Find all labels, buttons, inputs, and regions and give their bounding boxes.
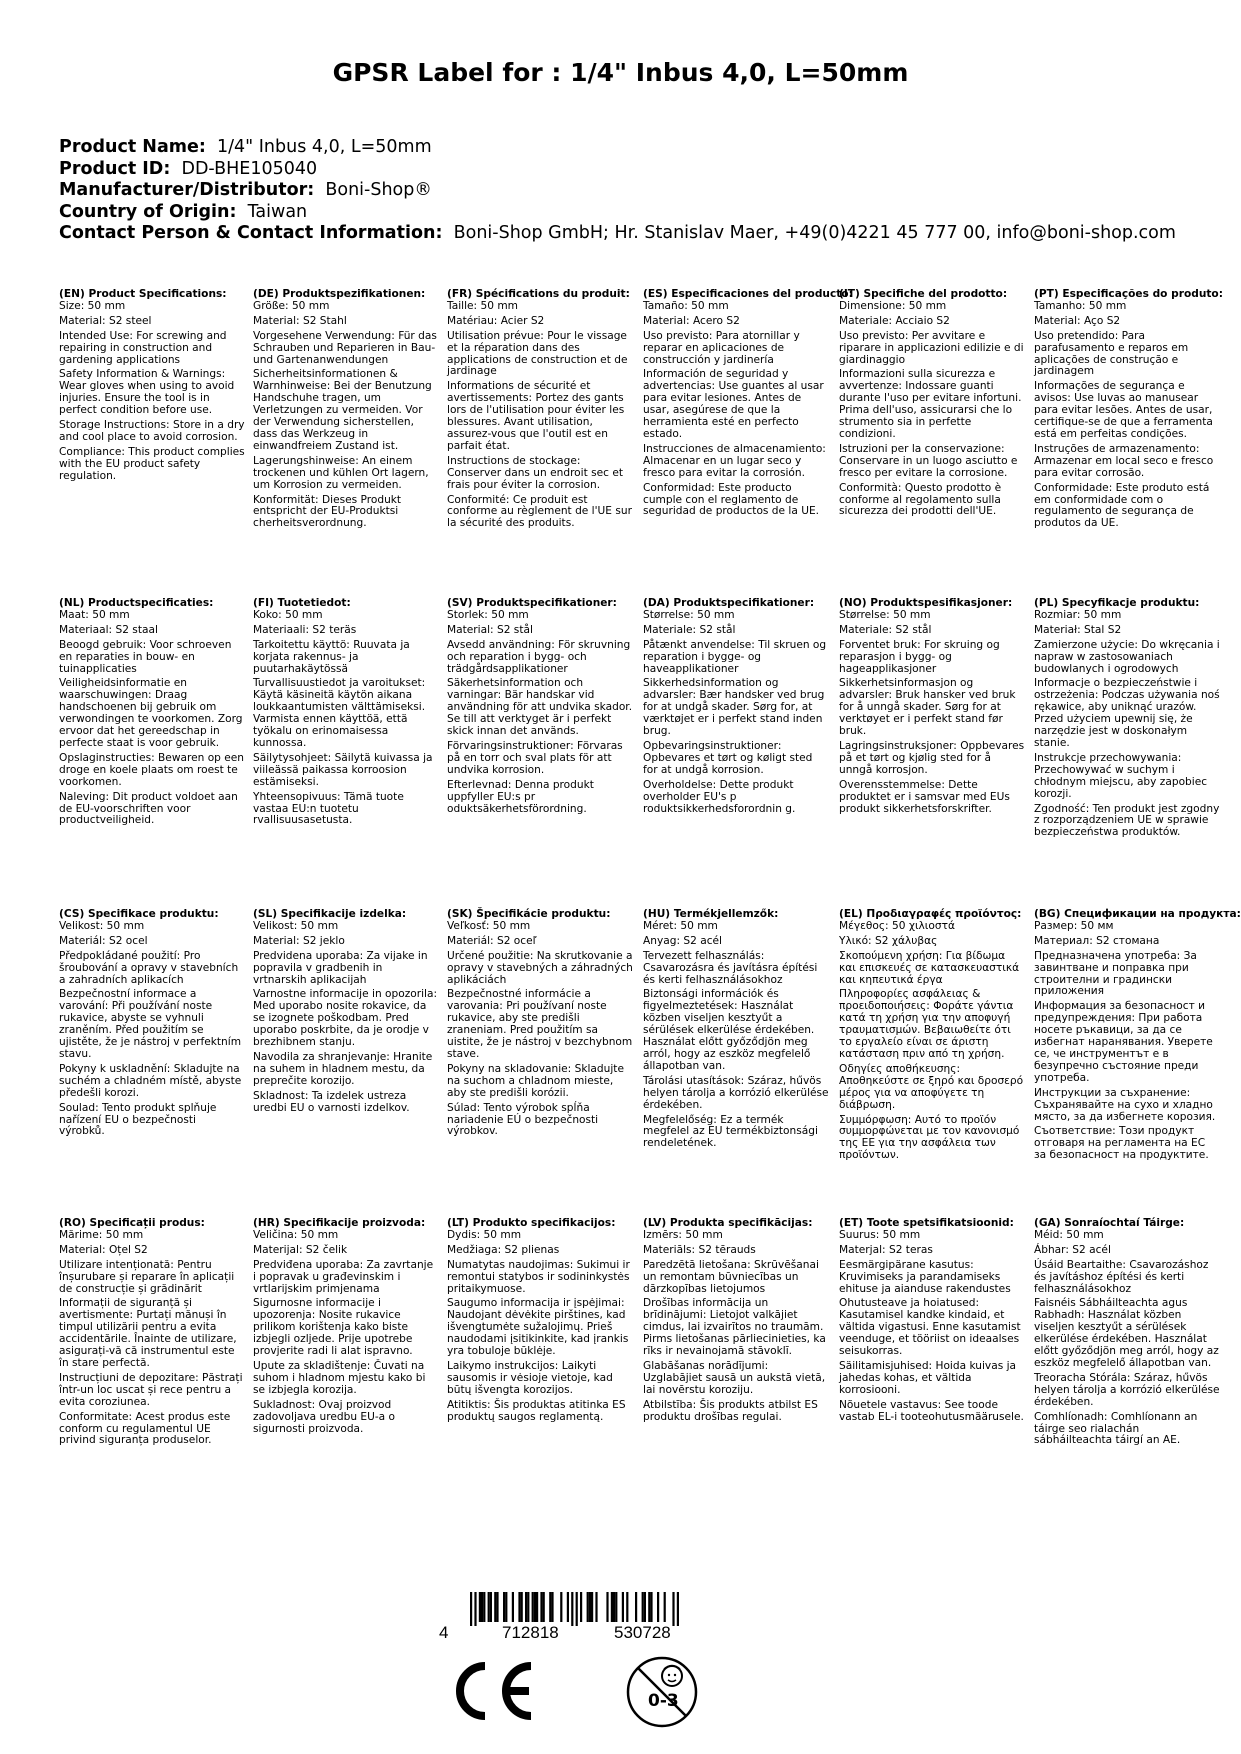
- spec-line: Veiligheidsinformatie en waarschuwingen: Draag handschoenen bij gebruik om verwondingen te voorkomen. Zorg ervoor dat het gereedschap in perfecte staat is voor gebruik.: [59, 677, 243, 749]
- barcode-digit-first: 4: [439, 1623, 449, 1642]
- info-label: Product Name:: [59, 137, 206, 157]
- spec-section: [1034, 288, 1223, 533]
- barcode-bar: [532, 1592, 534, 1622]
- barcode-bar: [606, 1592, 608, 1622]
- spec-line: Veličina: 50 mm: [253, 1228, 339, 1241]
- barcode-bar: [470, 1592, 472, 1626]
- spec-line: Konformität: Dieses Produkt entspricht der EU-Produktsi cherheitsverordnung.: [253, 493, 402, 530]
- spec-line: Instrukcje przechowywania: Przechowywać w suchym i chłodnym miejscu, aby zapobiec korozji.: [1034, 751, 1208, 800]
- spec-line: Velikost: 50 mm: [253, 919, 339, 932]
- spec-line: Инструкции за съхранение: Съхранявайте на сухо и хладно място, за да избегнете корозия.: [1034, 1086, 1216, 1123]
- spec-heading: (HR) Specifikacije proizvoda:: [253, 1217, 426, 1229]
- spec-line: Säkerhetsinformation och varningar: Bär handskar vid användning för att undvika skador. Se till att verktyget är i perfekt skick innan det används.: [447, 677, 633, 738]
- spec-line: Съответствие: Този продукт отговаря на регламента на ЕС за безопасност на продуктите.: [1034, 1125, 1209, 1162]
- spec-line: Utilizare intenționată: Pentru înșurubare și reparare în aplicații de construcție și grădinărit: [59, 1258, 235, 1295]
- spec-line: Material: S2 steel: [59, 314, 152, 327]
- barcode-bar: [560, 1592, 562, 1622]
- spec-line: Suurus: 50 mm: [839, 1228, 921, 1241]
- info-value: Taiwan: [247, 201, 308, 222]
- barcode-bar: [648, 1592, 650, 1622]
- ce-mark-icon: [451, 1662, 535, 1720]
- barcode-bar: [481, 1592, 483, 1622]
- spec-line: Dimensione: 50 mm: [839, 299, 947, 312]
- spec-line: Comhlíonadh: Comhlíonann an táirge seo rialachán sábháilteachta táirgí an AE.: [1034, 1410, 1198, 1447]
- spec-line: Bezpečnostné informácie a varovania: Pri používaní noste rukavice, aby ste predišli zraneniam. Pred použitím sa uistite, že je nástroj v bezchybnom stave.: [447, 988, 633, 1060]
- spec-heading: (CS) Specifikace produktu:: [59, 908, 219, 920]
- spec-line: Maat: 50 mm: [59, 608, 130, 621]
- spec-heading: (NO) Produktspesifikasjoner:: [839, 597, 1013, 609]
- spec-line: Instrucciones de almacenamiento: Almacenar en un lugar seco y fresco para evitar la corrosión.: [643, 442, 826, 479]
- spec-line: Ohutusteave ja hoiatused: Kasutamisel kandke kindaid, et vältida vigastusi. Enne kasutamist veenduge, et tööriist on ideaalses seisukorras.: [839, 1297, 1021, 1358]
- spec-heading: (ET) Toote spetsifikatsioonid:: [839, 1217, 1014, 1229]
- spec-line: Οδηγίες αποθήκευσης: Αποθηκεύστε σε ξηρό και δροσερό μέρος για να αποφύγετε τη διάβρωση.: [839, 1062, 1024, 1111]
- spec-heading: (ES) Especificaciones del producto:: [643, 288, 853, 300]
- spec-line: Instruções de armazenamento: Armazenar em local seco e fresco para evitar corrosão.: [1034, 442, 1214, 479]
- product-info: [59, 137, 1189, 245]
- spec-line: Naleving: Dit product voldoet aan de EU-voorschriften voor productveiligheid.: [59, 790, 238, 827]
- barcode-bar: [626, 1592, 628, 1622]
- spec-section: [59, 289, 245, 486]
- spec-line: Istruzioni per la conservazione: Conservare in un luogo asciutto e fresco per evitare la corrosione.: [839, 442, 1018, 479]
- spec-heading: (GA) Sonraíochtaí Táirge:: [1034, 1217, 1185, 1229]
- info-label: Product ID:: [59, 158, 171, 179]
- barcode-bar: [613, 1592, 615, 1622]
- barcode-bar: [571, 1592, 573, 1626]
- spec-line: Atitiktis: Šis produktas atitinka ES produktų saugos reglamentą.: [447, 1398, 626, 1423]
- spec-line: Súlad: Tento výrobok spĺňa nariadenie EÚ o bezpečnosti výrobkov.: [447, 1101, 599, 1138]
- spec-line: Zgodność: Ten produkt jest zgodny z rozporządzeniem UE w sprawie bezpieczeństwa produktów.: [1034, 802, 1220, 839]
- info-country: [59, 202, 1189, 224]
- spec-line: Πληροφορίες ασφάλειας & προειδοποιήσεις: Φοράτε γάντια κατά τη χρήση για την αποφυγή τραυματισμών. Βεβαιωθείτε ότι το εργαλείο είναι σε άριστη κατάσταση πριν από τη χρήση.: [839, 988, 1014, 1060]
- spec-heading: (SV) Produktspecifikationer:: [447, 597, 617, 609]
- info-product-name: [59, 137, 1189, 159]
- spec-line: Avsedd användning: För skruvning och reparation i bygg- och trädgårdsapplikationer: [447, 638, 631, 675]
- spec-section: [839, 1218, 1025, 1427]
- spec-line: Materiał: Stal S2: [1034, 623, 1122, 636]
- barcode-bar: [496, 1592, 498, 1622]
- spec-heading: (RO) Specificații produs:: [59, 1217, 205, 1229]
- spec-line: Instrucțiuni de depozitare: Păstrați într-un loc uscat și rece pentru a evita coroziunea.: [59, 1371, 243, 1408]
- spec-line: Размер: 50 мм: [1034, 919, 1114, 932]
- spec-line: Matériau: Acier S2: [447, 314, 545, 327]
- barcode-bar: [488, 1592, 490, 1622]
- barcode-bar: [525, 1592, 527, 1622]
- spec-line: Materiāls: S2 tērauds: [643, 1243, 756, 1256]
- spec-section: [1034, 1218, 1220, 1450]
- spec-line: Biztonsági információk és figyelmeztetések: Használat közben viseljen kesztyűt a sérülések elkerülése érdekében. Használat előtt győződjön meg arról, hogy az eszköz megfelelő állapotban van.: [643, 988, 815, 1072]
- info-value: DD-BHE105040: [181, 158, 318, 179]
- spec-line: Συμμόρφωση: Αυτό το προϊόν συμμορφώνεται με τον κανονισμό της ΕΕ για την ασφάλεια των προϊόντων.: [839, 1113, 1020, 1162]
- spec-line: Instructions de stockage: Conserver dans un endroit sec et frais pour éviter la corrosion.: [447, 454, 624, 491]
- spec-line: Materijal: S2 čelik: [253, 1243, 348, 1256]
- spec-line: Atbilstība: Šis produkts atbilst ES produktu drošības regulai.: [643, 1398, 818, 1423]
- spec-line: Material: Oțel S2: [59, 1243, 148, 1256]
- spec-line: Predviđena uporaba: Za zavrtanje i popravak u građevinskim i vrtlarijskim primjenama: [253, 1258, 434, 1295]
- spec-line: Størrelse: 50 mm: [839, 608, 931, 621]
- spec-line: Uso pretendido: Para parafusamento e reparos em aplicações de construção e jardinagem: [1034, 329, 1189, 378]
- spec-line: Sigurnosne informacije i upozorenja: Nosite rukavice prilikom korištenja kako biste izbjegli ozljede. Prije upotrebe provjerite radi li alat ispravno.: [253, 1297, 413, 1358]
- info-label: Country of Origin:: [59, 201, 237, 222]
- spec-line: Méret: 50 mm: [643, 919, 718, 932]
- spec-heading: (LT) Produkto specifikacijos:: [447, 1217, 616, 1229]
- spec-line: Ábhar: S2 acél: [1034, 1243, 1111, 1256]
- barcode-bar: [521, 1592, 523, 1622]
- barcode-bar: [576, 1592, 578, 1626]
- spec-line: Forventet bruk: For skruing og reparasjon i bygg- og hageapplikasjoner: [839, 638, 1000, 675]
- spec-line: Sukladnost: Ovaj proizvod zadovoljava uredbu EU-a o sigurnosti proizvoda.: [253, 1398, 396, 1435]
- spec-line: Navodila za shranjevanje: Hranite na suhem in hladnem mestu, da preprečite korozijo.: [253, 1050, 433, 1087]
- spec-line: Safety Information & Warnings: Wear gloves when using to avoid injuries. Ensure the tool is in perfect condition before use.: [59, 368, 235, 417]
- spec-line: Materiale: Acciaio S2: [839, 314, 950, 327]
- info-product-id: [59, 159, 1189, 181]
- barcode-bar: [479, 1592, 481, 1622]
- spec-line: Dydis: 50 mm: [447, 1228, 522, 1241]
- spec-heading: (BG) Спецификации на продукта:: [1034, 908, 1241, 920]
- spec-line: Velikost: 50 mm: [59, 919, 145, 932]
- spec-line: Nõuetele vastavus: See toode vastab EL-i tooteohutusmäärusele.: [839, 1398, 1024, 1423]
- spec-line: Σκοπούμενη χρήση: Για βίδωμα και επισκευές σε κατασκευαστικά και κηπευτικά έργα: [839, 949, 1020, 986]
- spec-line: Rozmiar: 50 mm: [1034, 608, 1122, 621]
- spec-line: Størrelse: 50 mm: [643, 608, 735, 621]
- spec-line: Upute za skladištenje: Čuvati na suhom i hladnom mjestu kako bi se izbjegla korozija.: [253, 1359, 426, 1396]
- spec-line: Storlek: 50 mm: [447, 608, 529, 621]
- barcode-bar: [650, 1592, 652, 1622]
- spec-line: Opbevaringsinstruktioner: Opbevares et tørt og køligt sted for at undgå korrosion.: [643, 739, 813, 776]
- spec-line: Informații de siguranță și avertismente: Purtați mănuși în timpul utilizării pentru a evita accidentările. Înainte de utilizare, asigurați-vă că instrumentul este în stare perfectă.: [59, 1297, 237, 1369]
- spec-section: [59, 1218, 245, 1450]
- spec-line: Material: S2 jeklo: [253, 934, 345, 947]
- spec-line: Säilitamisjuhised: Hoida kuivas ja jahedas kohas, et vältida korrosiooni.: [839, 1359, 1017, 1396]
- barcode-bar: [494, 1592, 496, 1622]
- spec-line: Veľkosť: 50 mm: [447, 919, 531, 932]
- spec-line: Compliance: This product complies with the EU product safety regulation.: [59, 445, 245, 482]
- spec-line: Material: S2 Stahl: [253, 314, 347, 327]
- spec-line: Určené použitie: Na skrutkovanie a opravy v stavebných a záhradných aplikáciách: [447, 949, 633, 986]
- spec-line: Información de seguridad y advertencias: Use guantes al usar para evitar lesiones. Antes de usar, asegúrese de que la herramienta esté en perfecto estado.: [643, 368, 824, 440]
- spec-heading: (PT) Especificações do produto:: [1034, 288, 1223, 300]
- spec-line: Uso previsto: Para atornillar y reparar en aplicaciones de construcción y jardinería: [643, 329, 800, 366]
- spec-section: [447, 598, 633, 818]
- spec-section: [253, 598, 439, 830]
- spec-line: Anyag: S2 acél: [643, 934, 722, 947]
- spec-line: Paredzētā lietošana: Skrūvēšanai un remontam būvniecības un dārzkopības lietojumos: [643, 1258, 819, 1295]
- spec-section: [59, 598, 245, 830]
- spec-line: Tervezett felhasználás: Csavarozásra és javításra építési és kerti felhasználásokhoz: [643, 949, 818, 986]
- spec-section: [1034, 598, 1220, 842]
- spec-line: Saugumo informacija ir įspėjimai: Naudojant dėvėkite pirštines, kad išvengtumėte sužalojimų. Prieš naudodami įsitikinkite, kad įrankis yra tobuloje būklėje.: [447, 1297, 629, 1358]
- spec-line: Информация за безопасност и предупреждения: При работа носете ръкавици, за да се избегнат наранявания. Уверете се, че инструментът е в безупречно състояние преди употреба.: [1034, 1000, 1213, 1084]
- spec-line: Material: S2 stål: [447, 623, 533, 636]
- info-value: Boni-Shop®: [325, 180, 432, 200]
- spec-line: Taille: 50 mm: [447, 299, 518, 312]
- barcode: [470, 1592, 770, 1626]
- spec-line: Материал: S2 стомана: [1034, 934, 1160, 947]
- spec-line: Lagerungshinweise: An einem trockenen und kühlen Ort lagern, um Korrosion zu vermeiden.: [253, 454, 429, 491]
- spec-line: Materiál: S2 oceľ: [447, 934, 537, 947]
- spec-line: Conformidade: Este produto está em conformidade com o regulamento de segurança de produtos da UE.: [1034, 481, 1210, 530]
- spec-line: Predvidena uporaba: Za vijake in popravila v gradbenih in vrtnarskih aplikacijah: [253, 949, 428, 986]
- spec-heading: (LV) Produkta specifikācijas:: [643, 1217, 813, 1229]
- spec-line: Conformité: Ce produit est conforme au règlement de l'UE sur la sécurité des produits.: [447, 493, 632, 530]
- spec-line: Opslaginstructies: Bewaren op een droge en koele plaats om roest te voorkomen.: [59, 751, 245, 788]
- spec-section: [253, 909, 439, 1118]
- spec-line: Informações de segurança e avisos: Use luvas ao manusear para evitar lesões. Antes de usar, certifique-se de que a ferramenta está em perfeitas condições.: [1034, 380, 1213, 440]
- spec-line: Materjal: S2 teras: [839, 1243, 933, 1256]
- barcode-bar: [534, 1592, 536, 1622]
- barcode-bar: [490, 1592, 492, 1622]
- spec-line: Treoracha Stórála: Száraz, hűvös helyen tárolja a korrózió elkerülése érdekében.: [1034, 1371, 1220, 1408]
- spec-line: Μέγεθος: 50 χιλιοστά: [839, 919, 955, 932]
- spec-line: Skladnost: Ta izdelek ustreza uredbi EU o varnosti izdelkov.: [253, 1089, 410, 1114]
- spec-section: [839, 289, 1025, 521]
- info-value: Boni-Shop GmbH; Hr. Stanislav Maer, +49(0)4221 45 777 00, info@boni-shop.com: [453, 223, 1176, 243]
- spec-line: Größe: 50 mm: [253, 299, 330, 312]
- spec-line: Drošības informācija un brīdinājumi: Lietojot valkājiet cimdus, lai izvairītos no traumām. Pirms lietošanas pārliecinieties, ka rīks ir nevainojamā stāvoklī.: [643, 1297, 826, 1358]
- spec-heading: (EL) Προδιαγραφές προϊόντος:: [839, 908, 1022, 920]
- spec-line: Conformità: Questo prodotto è conforme al regolamento sulla sicurezza dei prodotti dell'UE.: [839, 481, 1002, 518]
- spec-section: [447, 289, 633, 533]
- barcode-bar: [549, 1592, 551, 1622]
- info-manufacturer: [59, 180, 1189, 202]
- spec-line: Předpokládané použití: Pro šroubování a opravy v stavebních a zahradních aplikacích: [59, 949, 239, 986]
- spec-line: Turvallisuustiedot ja varoitukset: Käytä käsineitä käytön aikana loukkaantumisten välttämiseksi. Varmista ennen käyttöä, että työkalu on erinomaisessa kunnossa.: [253, 677, 426, 749]
- spec-section: [839, 598, 1025, 818]
- spec-heading: (DA) Produktspecifikationer:: [643, 597, 815, 609]
- spec-line: Sicherheitsinformationen & Warnhinweise: Bei der Benutzung Handschuhe tragen, um Verletzungen zu vermeiden. Vor der Verwendung sicherstellen, dass das Werkzeug in einwandfreiem Zustand ist.: [253, 368, 432, 452]
- spec-section: [643, 1218, 829, 1427]
- barcode-bar: [543, 1592, 545, 1622]
- spec-line: Vorgesehene Verwendung: Für das Schrauben und Reparieren in Bau- und Gartenanwendungen: [253, 329, 437, 366]
- spec-line: Storage Instructions: Store in a dry and cool place to avoid corrosion.: [59, 419, 245, 443]
- barcode-bar: [580, 1592, 582, 1622]
- spec-section: [253, 289, 439, 533]
- spec-line: Soulad: Tento produkt splňuje nařízení EU o bezpečnosti výrobků.: [59, 1101, 217, 1138]
- barcode-bar: [518, 1592, 520, 1622]
- spec-line: Zamierzone użycie: Do wkręcania i napraw w zastosowaniach budowlanych i ogrodowych: [1034, 638, 1220, 675]
- barcode-bar: [591, 1592, 593, 1622]
- spec-line: Glabāšanas norādījumi: Uzglabājiet sausā un aukstā vietā, lai novērstu koroziju.: [643, 1359, 826, 1396]
- spec-heading: (FI) Tuotetiedot:: [253, 597, 351, 609]
- spec-line: Koko: 50 mm: [253, 608, 323, 621]
- page-title: GPSR Label for : 1/4" Inbus 4,0, L=50mm: [332, 58, 909, 87]
- barcode-bar: [677, 1592, 679, 1626]
- barcode-bar: [474, 1592, 476, 1626]
- spec-line: Sikkerhetsinformasjon og advarsler: Bruk hansker ved bruk for å unngå skader. Sørg for at verktøyet er i perfekt stand før bruk.: [839, 677, 1016, 738]
- spec-line: Mărime: 50 mm: [59, 1228, 144, 1241]
- spec-line: Materiale: S2 stål: [643, 623, 736, 636]
- spec-line: Laikymo instrukcijos: Laikyti sausomis ir vėsioje vietoje, kad būtų išvengta korozijos.: [447, 1359, 613, 1396]
- spec-line: Uso previsto: Per avvitare e riparare in applicazioni edilizie e di giardinaggio: [839, 329, 1024, 366]
- barcode-bar: [540, 1592, 542, 1622]
- spec-line: Tamaño: 50 mm: [643, 299, 729, 312]
- info-contact: [59, 223, 1189, 245]
- barcode-bar: [527, 1592, 529, 1622]
- barcode-bar: [512, 1592, 514, 1622]
- spec-line: Materiaal: S2 staal: [59, 623, 158, 636]
- spec-line: Lagringsinstruksjoner: Oppbevares på et tørt og kjølig sted for å unngå korrosjon.: [839, 739, 1025, 776]
- spec-line: Påtænkt anvendelse: Til skruen og reparation i bygge- og haveapplikationer: [643, 638, 827, 675]
- spec-line: Informations de sécurité et avertissements: Portez des gants lors de l'utilisation pour éviter les blessures. Avant utilisation, assurez-vous que l'outil est en parfait état.: [447, 380, 625, 452]
- spec-line: Υλικό: S2 χάλυβας: [839, 934, 938, 947]
- spec-line: Méid: 50 mm: [1034, 1228, 1104, 1241]
- spec-heading: (SK) Špecifikácie produktu:: [447, 908, 611, 920]
- spec-heading: (HU) Termékjellemzők:: [643, 908, 779, 920]
- info-label: Contact Person & Contact Information:: [59, 223, 443, 243]
- barcode-bar: [589, 1592, 591, 1622]
- barcode-bar: [672, 1592, 674, 1626]
- spec-line: Efterlevnad: Denna produkt uppfyller EU:s pr oduktsäkerhetsförordning.: [447, 778, 594, 815]
- spec-section: [447, 909, 633, 1141]
- spec-line: Tamanho: 50 mm: [1034, 299, 1127, 312]
- age-range-text: 0-3: [648, 1691, 679, 1711]
- spec-line: Säilytysohjeet: Säilytä kuivassa ja viileässä paikassa korroosion estämiseksi.: [253, 751, 433, 788]
- spec-section: [253, 1218, 439, 1438]
- spec-heading: (FR) Spécifications du produit:: [447, 288, 630, 300]
- not-for-children-0-3-icon: [624, 1654, 700, 1730]
- barcode-bar: [503, 1592, 505, 1622]
- spec-line: Overholdelse: Dette produkt overholder EU's p roduktsikkerhedsforordnin g.: [643, 778, 796, 815]
- spec-line: Megfelelőség: Ez a termék megfelel az EU termékbiztonsági rendeletének.: [643, 1113, 818, 1150]
- barcode-bar: [536, 1592, 538, 1622]
- barcode-bar: [635, 1592, 637, 1622]
- spec-section: [643, 598, 829, 818]
- spec-line: Medžiaga: S2 plienas: [447, 1243, 560, 1256]
- barcode-digits-right: 530728: [614, 1623, 671, 1642]
- spec-line: Material: Aço S2: [1034, 314, 1121, 327]
- spec-line: Materiale: S2 stål: [839, 623, 932, 636]
- spec-line: Izmērs: 50 mm: [643, 1228, 723, 1241]
- spec-line: Pokyny k uskladnění: Skladujte na suchém a chladném místě, abyste předešli korozi.: [59, 1062, 242, 1099]
- barcode-bar: [664, 1592, 666, 1622]
- spec-line: Numatytas naudojimas: Sukimui ir remontui statybos ir sodininkystės pritaikymuose.: [447, 1258, 630, 1295]
- spec-line: Úsáid Beartaithe: Csavarozáshoz és javításhoz építési és kerti felhasználásokhoz: [1034, 1258, 1209, 1295]
- barcode-bar: [644, 1592, 646, 1622]
- barcode-bar: [587, 1592, 589, 1622]
- spec-line: Conformitate: Acest produs este conform cu regulamentul UE privind siguranța produselor.: [59, 1410, 231, 1447]
- barcode-bar: [505, 1592, 507, 1622]
- barcode-bar: [622, 1592, 624, 1622]
- spec-line: Sikkerhedsinformation og advarsler: Bær handsker ved brug for at undgå skader. Sørg for, at værktøjet er i perfekt stand inden brug.: [643, 677, 825, 738]
- barcode-digits-left: 712818: [502, 1623, 559, 1642]
- info-value: 1/4" Inbus 4,0, L=50mm: [217, 137, 432, 157]
- barcode-bar: [483, 1592, 485, 1622]
- spec-line: Beoogd gebruik: Voor schroeven en reparaties in bouw- en tuinapplicaties: [59, 638, 232, 675]
- spec-heading: (DE) Produktspezifikationen:: [253, 288, 426, 300]
- spec-section: [59, 909, 245, 1141]
- barcode-bars: [470, 1592, 679, 1626]
- spec-section: [447, 1218, 633, 1427]
- spec-line: Informazioni sulla sicurezza e avvertenze: Indossare guanti durante l'uso per evitare infortuni. Prima dell'uso, assicurarsi che lo strumento sia in perfette condizioni.: [839, 368, 1022, 440]
- spec-heading: (PL) Specyfikacje produktu:: [1034, 597, 1200, 609]
- spec-line: Utilisation prévue: Pour le vissage et la réparation dans des applications de construction et de jardinage: [447, 329, 628, 378]
- spec-line: Size: 50 mm: [59, 299, 126, 312]
- spec-section: [839, 909, 1025, 1165]
- spec-line: Faisnéis Sábháilteachta agus Rabhadh: Használat közben viseljen kesztyűt a sérülések elkerülése érdekében. Használat előtt győződjön meg arról, hogy az eszköz megfelelő állapotban van.: [1034, 1297, 1219, 1369]
- spec-line: Informacje o bezpieczeństwie i ostrzeżenia: Podczas używania noś rękawice, aby uniknąć urazów. Przed użyciem upewnij się, że narzędzie jest w doskonałym stanie.: [1034, 677, 1220, 749]
- spec-line: Conformidad: Este producto cumple con el reglamento de seguridad de productos de la UE.: [643, 481, 820, 518]
- spec-line: Intended Use: For screwing and repairing in construction and gardening applications: [59, 329, 227, 366]
- barcode-bar: [611, 1592, 613, 1622]
- spec-line: Varnostne informacije in opozorila: Med uporabo nosite rokavice, da se izognete poškodbam. Pred uporabo poskrbite, da je orodje v brezhibnem stanju.: [253, 988, 438, 1049]
- spec-line: Förvaringsinstruktioner: Förvaras på en torr och sval plats för att undvika korrosion.: [447, 739, 623, 776]
- barcode-bar: [642, 1592, 644, 1622]
- spec-line: Tárolási utasítások: Száraz, hűvös helyen tárolja a korrózió elkerülése érdekében.: [643, 1074, 829, 1111]
- spec-line: Tarkoitettu käyttö: Ruuvata ja korjata rakennus- ja puutarhakäytössä: [253, 638, 410, 675]
- barcode-bar: [567, 1592, 569, 1622]
- spec-section: [1034, 908, 1241, 1165]
- spec-section: [643, 288, 853, 521]
- spec-section: [643, 909, 829, 1153]
- spec-line: Material: Acero S2: [643, 314, 740, 327]
- spec-line: Overensstemmelse: Dette produktet er i samsvar med EUs produkt sikkerhetsforskrifter.: [839, 778, 1010, 815]
- spec-line: Yhteensopivuus: Tämä tuote vastaa EU:n tuotetu rvallisuusasetusta.: [253, 790, 404, 827]
- spec-line: Materiál: S2 ocel: [59, 934, 148, 947]
- barcode-bar: [595, 1592, 597, 1622]
- barcode-bar: [615, 1592, 617, 1622]
- spec-heading: (IT) Specifiche del prodotto:: [839, 288, 1008, 300]
- barcode-bar: [551, 1592, 553, 1622]
- spec-line: Pokyny na skladovanie: Skladujte na suchom a chladnom mieste, aby ste predišli korózii.: [447, 1062, 624, 1099]
- spec-line: Bezpečnostní informace a varování: Při používání noste rukavice, abyste se vyhnuli zraněním. Před použitím se ujistěte, že je nástroj v perfektním stavu.: [59, 988, 242, 1060]
- spec-line: Materiaali: S2 teräs: [253, 623, 357, 636]
- info-label: Manufacturer/Distributor:: [59, 180, 315, 200]
- spec-heading: (EN) Product Specifications:: [59, 288, 227, 300]
- spec-heading: (NL) Productspecificaties:: [59, 597, 214, 609]
- spec-heading: (SL) Specifikacije izdelka:: [253, 908, 407, 920]
- spec-line: Предназначена употреба: За завинтване и поправка при строителни и градински приложения: [1034, 949, 1197, 998]
- barcode-bar: [657, 1592, 659, 1622]
- spec-line: Eesmärgipärane kasutus: Kruvimiseks ja parandamiseks ehituse ja aianduse rakendustes: [839, 1258, 1011, 1295]
